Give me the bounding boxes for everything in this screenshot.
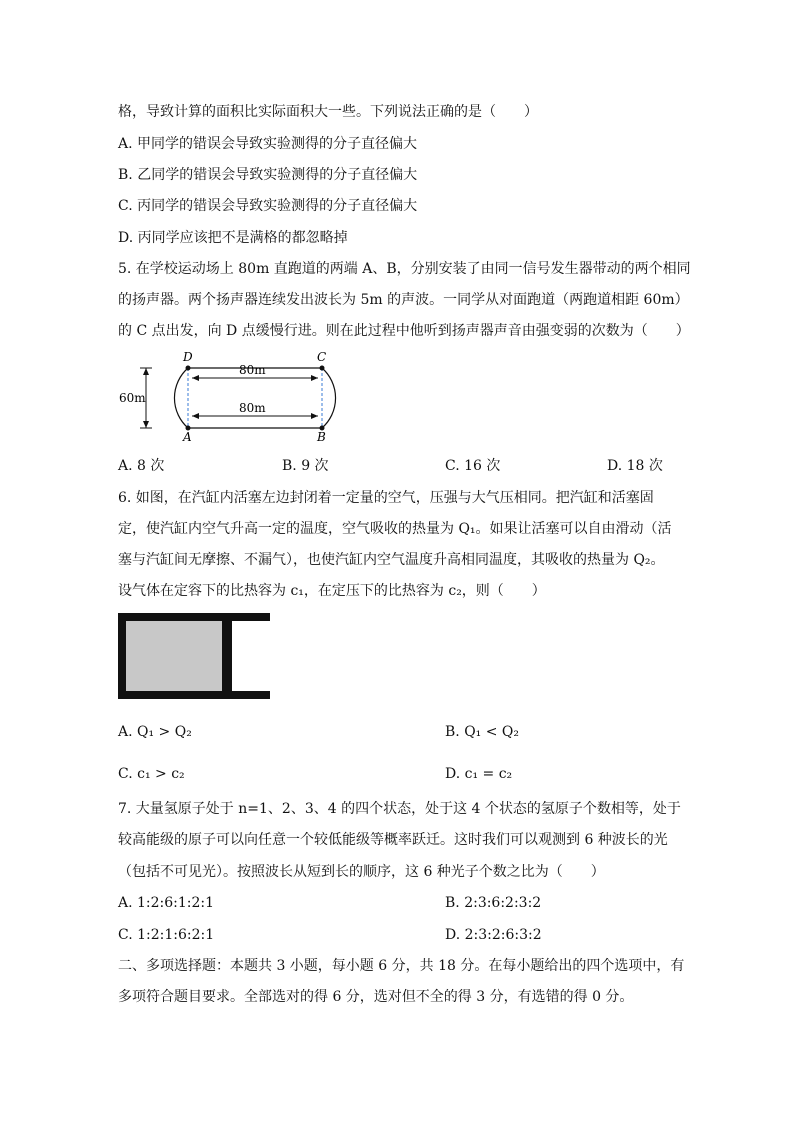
q6-option-b: B. Q₁ < Q₂ [445, 724, 519, 740]
q5-stem-line-3: 的 C 点出发，向 D 点缓慢行进。则在此过程中他听到扬声器声音由强变弱的次数为（ ） [118, 323, 690, 339]
q7-option-c: C. 1:2:1:6:2:1 [118, 927, 215, 943]
cylinder-bottom-wall [118, 691, 270, 699]
q4-option-d: D. 丙同学应该把不是满格的都忽略掉 [118, 230, 348, 246]
section2-instructions-line-1: 二、多项选择题：本题共 3 小题，每小题 6 分，共 18 分。在每小题给出的四个选项中，有 [118, 958, 685, 974]
cylinder-left-wall [118, 613, 126, 699]
q6-option-c: C. c₁ > c₂ [118, 766, 185, 782]
q5-option-c: C. 16 次 [445, 458, 501, 474]
q6-stem-line-1: 6. 如图，在汽缸内活塞左边封闭着一定量的空气，压强与大气压相同。把汽缸和活塞固 [118, 490, 654, 506]
q7-option-b: B. 2:3:6:2:3:2 [445, 895, 542, 911]
q4-stem-tail: 格，导致计算的面积比实际面积大一些。下列说法正确的是（ ） [118, 104, 538, 120]
q6-stem-line-4: 设气体在定容下的比热容为 c₁，在定压下的比热容为 c₂，则（ ） [118, 583, 546, 599]
q6-stem-line-2: 定，使汽缸内空气升高一定的温度，空气吸收的热量为 Q₁。如果让活塞可以自由滑动（活 [118, 521, 672, 537]
q6-option-a: A. Q₁ > Q₂ [118, 724, 192, 740]
piston [222, 621, 232, 691]
q4-option-a: A. 甲同学的错误会导致实验测得的分子直径偏大 [118, 136, 418, 152]
width-label: 60m [119, 391, 146, 405]
bottom-length-label: 80m [239, 401, 266, 415]
cylinder-piston-diagram [118, 613, 278, 703]
q6-stem-line-3: 塞与汽缸间无摩擦、不漏气），也使汽缸内空气温度升高相同温度，其吸收的热量为 Q₂。 [118, 552, 665, 568]
q5-option-d: D. 18 次 [607, 458, 663, 474]
q5-option-a: A. 8 次 [118, 458, 165, 474]
label-d: D [183, 350, 193, 364]
section2-instructions-line-2: 多项符合题目要求。全部选对的得 6 分，选对但不全的得 3 分，有选错的得 0 分。 [118, 989, 634, 1005]
q4-option-c: C. 丙同学的错误会导致实验测得的分子直径偏大 [118, 198, 418, 214]
q6-option-d: D. c₁ = c₂ [445, 766, 513, 782]
q5-stem-line-2: 的扬声器。两个扬声器连续发出波长为 5m 的声波。一同学从对面跑道（两跑道相距 60m） [118, 292, 689, 308]
q5-option-b: B. 9 次 [282, 458, 329, 474]
label-b: B [317, 430, 326, 444]
q7-stem-line-2: 较高能级的原子可以向任意一个较低能级等概率跃迁。这时我们可以观测到 6 种波长的光 [118, 832, 668, 848]
q4-option-b: B. 乙同学的错误会导致实验测得的分子直径偏大 [118, 167, 418, 183]
label-c: C [317, 350, 327, 364]
cylinder-top-wall [118, 613, 270, 621]
q7-stem-line-1: 7. 大量氢原子处于 n=1、2、3、4 的四个状态，处于这 4 个状态的氢原子个数相等，处于 [118, 801, 681, 817]
top-length-label: 80m [239, 363, 266, 377]
point-c-dot [320, 366, 325, 371]
q5-stem-line-1: 5. 在学校运动场上 80m 直跑道的两端 A、B，分别安装了由同一信号发生器带动的两个相同 [118, 261, 691, 277]
point-d-dot [186, 366, 191, 371]
gas-region [126, 621, 222, 691]
q7-option-d: D. 2:3:2:6:3:2 [445, 927, 542, 943]
label-a: A [183, 430, 192, 444]
q7-stem-line-3: （包括不可见光）。按照波长从短到长的顺序，这 6 种光子个数之比为（ ） [118, 864, 605, 880]
q7-option-a: A. 1:2:6:1:2:1 [118, 895, 215, 911]
track-diagram [112, 348, 372, 448]
